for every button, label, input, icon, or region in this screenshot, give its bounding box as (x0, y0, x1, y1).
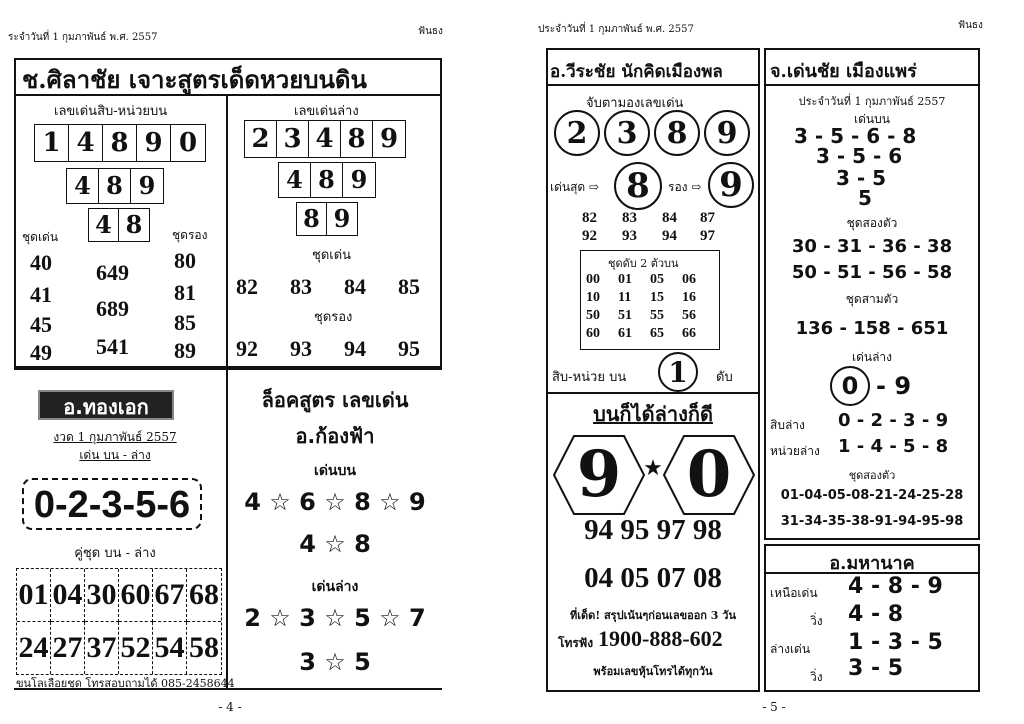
digit-box: 9 (379, 124, 399, 154)
wira-grid-cell: 15 (650, 290, 664, 305)
lock-title1: ล็อคสูตร เลขเด่น (261, 388, 409, 412)
chai-pairs2: 31-34-35-38-91-94-95-98 (780, 514, 964, 529)
wira-bottom-suffix: ดับ (716, 370, 733, 385)
digit-box: 9 (333, 204, 351, 233)
sila-right-main-item: 85 (398, 274, 420, 299)
wira-circle: 2 (554, 110, 600, 156)
sila-right-main-item: 84 (344, 274, 366, 299)
wira-circle: 9 (704, 110, 750, 156)
wira-grid-cell: 51 (618, 308, 632, 323)
sila-top-row5 (34, 124, 206, 162)
naga-l2: วิ่ง (810, 614, 823, 628)
wira-grid-cell: 65 (650, 326, 664, 341)
wira-row1-item: 84 (662, 210, 677, 226)
sila-bot-row2 (296, 202, 358, 236)
thong-cell: 54 (153, 622, 187, 674)
wira-title: อ.วีระชัย นักคิดเมืองพล (550, 62, 723, 82)
wira-row1-item: 83 (622, 210, 637, 226)
bon-phone-label: โทรฟัง (558, 636, 594, 650)
wira-grid (586, 272, 714, 342)
lock-bot1: 2 ☆ 3 ☆ 5 ☆ 7 (244, 604, 426, 632)
digit-box: 0 (178, 128, 198, 158)
sila-col2-item: 649 (96, 260, 129, 285)
sila-vdivider (226, 94, 228, 368)
chai-title: จ.เด่นชัย เมืองแพร่ (770, 61, 917, 82)
sila-col2-item: 541 (96, 334, 129, 359)
wira-grid-cell: 56 (682, 308, 696, 323)
digit-box: 8 (341, 121, 373, 157)
naga-l3: ล่างเด่น (770, 642, 811, 656)
wira-grid-cell: 06 (682, 272, 696, 287)
digit-box: 4 (279, 163, 311, 197)
sila-right-alt-item: 95 (398, 336, 420, 361)
lock-label-top: เด่นบน (314, 463, 356, 479)
thong-cell: 37 (85, 622, 119, 674)
right-header-brand: ฟันธง (958, 20, 983, 31)
wira-row2-item: 97 (700, 228, 715, 244)
sila-divider (14, 94, 442, 96)
chai-two-line: 30 - 31 - 36 - 38 (791, 236, 953, 257)
naga-title: อ.มหานาค (829, 553, 915, 574)
bon-row2: 04 05 07 08 (584, 562, 722, 594)
wira-circle: 3 (604, 110, 650, 156)
sila-bot-row3 (278, 162, 376, 198)
sila-col1-item: 45 (30, 312, 52, 337)
thong-cell: 04 (51, 569, 85, 622)
chai-top-line: 3 - 5 (836, 166, 887, 190)
bon-title: บนก็ได้ล่างก็ดี (593, 402, 713, 426)
sila-title: ช.ศิลาชัย เจาะสูตรเด็ดหวยบนดิน (22, 65, 367, 94)
wira-row2-item: 93 (622, 228, 637, 244)
naga-v1: 4 - 8 - 9 (848, 574, 943, 599)
digit-box: 4 (67, 169, 99, 203)
bon-footer: พร้อมเลขหุ้นโทรได้ทุกวัน (593, 665, 713, 678)
chai-label-three: ชุดสามตัว (845, 292, 899, 306)
sila-col1-item: 41 (30, 282, 52, 307)
chai-two-line: 50 - 51 - 56 - 58 (791, 262, 953, 283)
wira-grid-cell: 00 (586, 272, 600, 287)
thong-title: อ.ทองเอก (38, 390, 174, 420)
digit-box: 4 (89, 209, 119, 241)
wira-grid-label: ชุดดับ 2 ตัวบน (608, 257, 679, 270)
bon-phone: 1900-888-602 (598, 626, 723, 651)
lock-title2: อ.ก้องฟ้า (295, 424, 375, 448)
wira-title-line (546, 84, 760, 86)
digit-box: 4 (69, 125, 103, 161)
chai-top-line: 5 (858, 186, 872, 210)
wira-grid-cell: 11 (618, 290, 632, 305)
thong-sub: เด่น บน - ล่าง (79, 448, 151, 462)
left-header-brand: ฟันธง (418, 26, 443, 37)
wira-grid-cell: 01 (618, 272, 632, 287)
digit-box: 1 (35, 125, 69, 161)
chai-bottom-rest: - 9 (876, 372, 912, 400)
digit-box: 3 (277, 121, 309, 157)
digit-box: 8 (103, 125, 137, 161)
digit-box: 4 (309, 121, 341, 157)
sila-label-alt-set: ชุดรอง (172, 228, 208, 242)
thong-cell: 60 (119, 569, 153, 622)
chai-label-nuay: หน่วยล่าง (770, 444, 820, 458)
sila-col1-item: 40 (30, 250, 52, 275)
thong-pair-label: คู่ชุด บน - ล่าง (74, 546, 156, 561)
naga-l1: เหนือเด่น (770, 586, 818, 600)
lock-bot2: 3 ☆ 5 (299, 648, 371, 676)
bon-star: ★ (643, 456, 663, 481)
chai-title-line (764, 84, 980, 86)
thong-cell: 24 (17, 622, 51, 674)
right-header-date: ประจำวันที่ 1 กุมภาพันธ์ พ.ศ. 2557 (538, 24, 694, 35)
lock-top2: 4 ☆ 8 (299, 530, 371, 558)
thong-cell: 58 (189, 631, 219, 664)
chai-pairs1: 01-04-05-08-21-24-25-28 (780, 488, 964, 503)
bon-row1: 94 95 97 98 (584, 514, 722, 546)
wira-second-label: รอง ⇨ (668, 180, 702, 194)
bon-note: ที่เด็ด! สรุปเน้นๆก่อนเลขออก 3 วัน (570, 609, 736, 622)
wira-row2-item: 94 (662, 228, 677, 244)
sila-col3-item: 89 (174, 338, 196, 363)
wira-bon-divider (546, 392, 760, 394)
sila-col3-item: 85 (174, 310, 196, 335)
chai-date: ประจำวันที่ 1 กุมภาพันธ์ 2557 (798, 95, 946, 108)
sila-col2-item: 689 (96, 296, 129, 321)
sila-label-main-set: ชุดเด่น (22, 230, 59, 244)
wira-second: 9 (708, 162, 754, 208)
sila-label-bottom: เลขเด่นล่าง (294, 104, 359, 119)
sila-right-main-item: 83 (290, 274, 312, 299)
naga-v3: 1 - 3 - 5 (848, 630, 943, 655)
lock-label-bottom: เด่นล่าง (311, 579, 359, 595)
thong-cell: 27 (51, 622, 85, 674)
sila-right-alt-item: 92 (236, 336, 258, 361)
right-page-number: - 5 - (762, 700, 786, 714)
naga-v4: 3 - 5 (848, 656, 904, 681)
wira-row2-item: 92 (582, 228, 597, 244)
chai-label-bottom: เด่นล่าง (851, 350, 893, 364)
naga-v2: 4 - 8 (848, 602, 904, 627)
wira-grid-cell: 61 (618, 326, 632, 341)
chai-label-top: เด่นบน (854, 112, 890, 126)
wira-grid-cell: 05 (650, 272, 664, 287)
bon-left: 9 (576, 437, 622, 512)
wira-grid-cell: 66 (682, 326, 696, 341)
sila-bot-row5 (244, 120, 406, 158)
left-bottom-divider (14, 368, 442, 370)
chai-label-pairs: ชุดสองตัว (848, 469, 896, 482)
left-page-number: - 4 - (218, 700, 242, 714)
thong-grid (16, 568, 222, 675)
naga-l4: วิ่ง (810, 670, 823, 684)
bon-right: 0 (686, 437, 732, 512)
lock-top1: 4 ☆ 6 ☆ 8 ☆ 9 (244, 488, 426, 516)
sila-right-alt-item: 93 (290, 336, 312, 361)
digit-box: 8 (297, 203, 327, 235)
sila-top-row3 (66, 168, 164, 204)
sila-top-row2 (88, 208, 150, 242)
wira-bottom-num: 1 (658, 352, 698, 392)
chai-label-two: ชุดสองตัว (846, 216, 898, 230)
wira-sub: จับตามองเลขเด่น (586, 96, 684, 111)
thong-date: งวด 1 กุมภาพันธ์ 2557 (53, 430, 177, 444)
digit-box: 8 (311, 163, 343, 197)
digit-box: 9 (350, 165, 368, 194)
sila-right-alt-item: 94 (344, 336, 366, 361)
wira-best: 8 (614, 162, 662, 210)
thong-cell: 52 (119, 622, 153, 674)
sila-right-label-alt: ชุดรอง (314, 310, 353, 325)
thong-cell: 30 (85, 569, 119, 622)
chai-top-line: 3 - 5 - 6 (816, 144, 903, 168)
thong-cell: 68 (187, 569, 221, 622)
chai-nuay: 1 - 4 - 5 - 8 (838, 436, 949, 457)
wira-grid-cell: 55 (650, 308, 664, 323)
chai-sib: 0 - 2 - 3 - 9 (838, 410, 949, 431)
wira-grid-cell: 10 (586, 290, 600, 305)
thong-cell: 67 (153, 569, 187, 622)
thong-footer: ขนโลเลือยชุด โทรสอบถามได้ 085-2458644 (16, 677, 235, 690)
sila-col3-item: 81 (174, 280, 196, 305)
thong-main: 0-2-3-5-6 (22, 478, 202, 530)
chai-label-sib: สิบล่าง (770, 418, 805, 432)
right-page (512, 0, 1024, 724)
wira-grid-cell: 16 (682, 290, 696, 305)
chai-three: 136 - 158 - 651 (795, 318, 949, 339)
digit-box: 8 (99, 169, 131, 203)
digit-box: 9 (137, 125, 171, 161)
sila-col1-item: 49 (30, 340, 52, 365)
wira-grid-cell: 50 (586, 308, 600, 323)
wira-row1-item: 87 (700, 210, 715, 226)
left-bottom-vdivider (226, 368, 228, 688)
chai-bottom-circle: 0 (830, 366, 870, 406)
wira-row1-item: 82 (582, 210, 597, 226)
digit-box: 8 (125, 210, 143, 239)
wira-best-label: เด่นสุด ⇨ (550, 180, 600, 194)
sila-col3-item: 80 (174, 248, 196, 273)
chai-top-line: 3 - 5 - 6 - 8 (794, 124, 917, 148)
digit-box: 9 (138, 171, 156, 200)
sila-right-label-main: ชุดเด่น (312, 248, 352, 263)
sila-label-top: เลขเด่นสิบ-หน่วยบน (54, 104, 168, 119)
thong-cell: 01 (17, 569, 51, 622)
wira-bottom-label: สิบ-หน่วย บน (552, 370, 627, 385)
digit-box: 2 (245, 121, 277, 157)
sila-right-main-item: 82 (236, 274, 258, 299)
wira-grid-cell: 60 (586, 326, 600, 341)
wira-circle: 8 (654, 110, 700, 156)
left-header-date: ระจำวันที่ 1 กุมภาพันธ์ พ.ศ. 2557 (8, 32, 158, 43)
